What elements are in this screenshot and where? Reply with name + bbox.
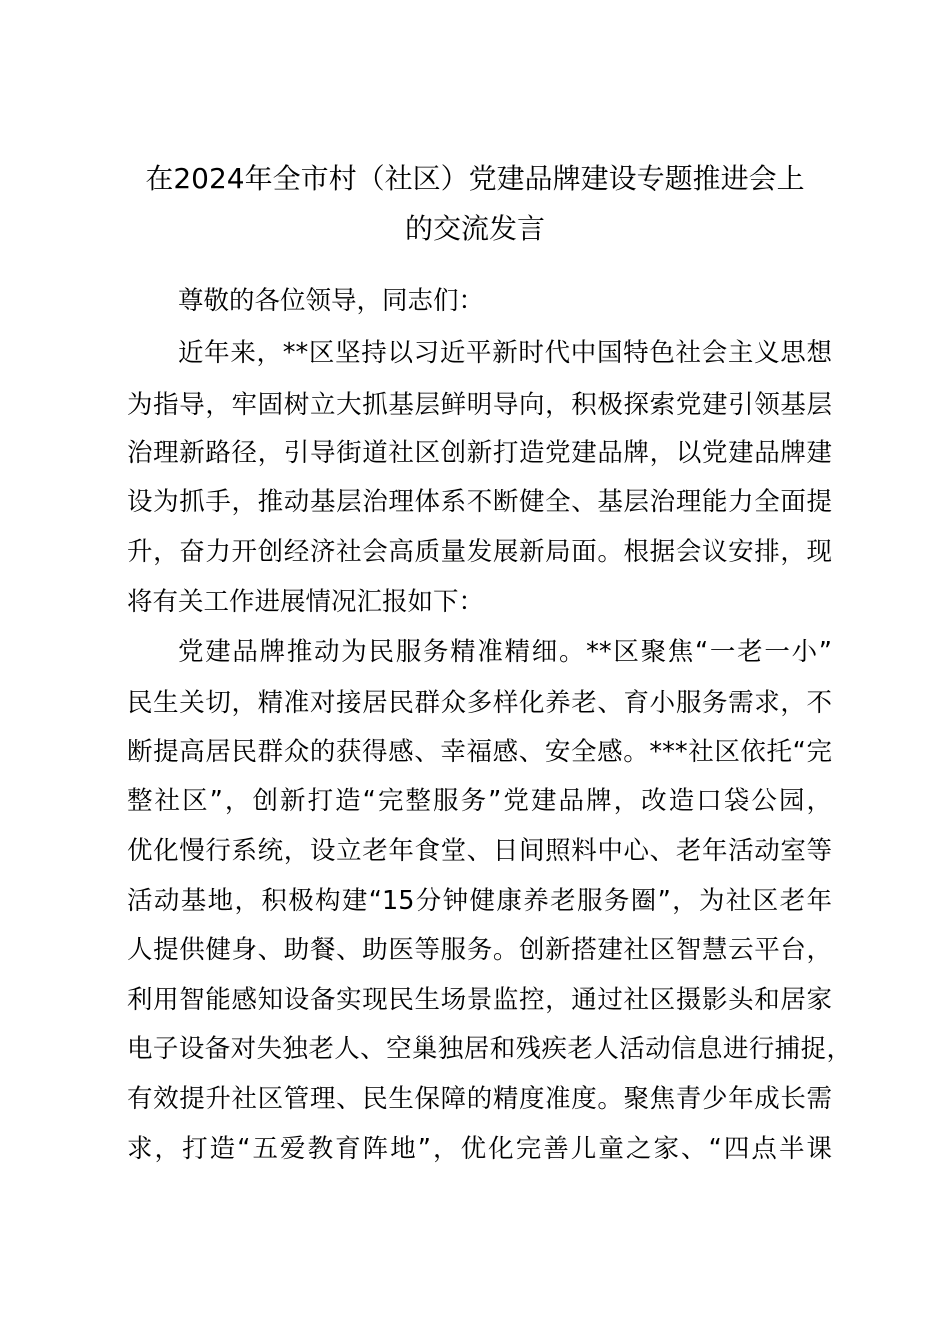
paragraph-2-line: 求，打造“五爱教育阵地”，优化完善儿童之家、“四点半课 bbox=[127, 1134, 832, 1164]
paragraph-1-line: 设为抓手，推动基层治理体系不断健全、基层治理能力全面提 bbox=[127, 487, 832, 517]
document-title-line-2: 的交流发言 bbox=[404, 212, 545, 245]
paragraph-2-line: 人提供健身、助餐、助医等服务。创新搭建社区智慧云平台， bbox=[127, 935, 832, 965]
paragraph-2-line: 断提高居民群众的获得感、幸福感、安全感。***社区依托“完 bbox=[127, 737, 832, 767]
paragraph-2-line: 优化慢行系统，设立老年食堂、日间照料中心、老年活动室等 bbox=[127, 836, 832, 866]
salutation: 尊敬的各位领导，同志们： bbox=[178, 286, 485, 316]
paragraph-1-line: 将有关工作进展情况汇报如下： bbox=[127, 587, 485, 617]
document-title-line-1: 在2024年全市村（社区）党建品牌建设专题推进会上 bbox=[145, 162, 805, 195]
paragraph-1-line: 升，奋力开创经济社会高质量发展新局面。根据会议安排，现 bbox=[127, 537, 832, 567]
paragraph-2-line: 活动基地，积极构建“15分钟健康养老服务圈”，为社区老年 bbox=[127, 886, 832, 916]
paragraph-2-line: 党建品牌推动为民服务精准精细。**区聚焦“一老一小” bbox=[178, 637, 832, 667]
paragraph-2-line: 电子设备对失独老人、空巢独居和残疾老人活动信息进行捕捉， bbox=[127, 1034, 852, 1064]
paragraph-2-line: 民生关切，精准对接居民群众多样化养老、育小服务需求，不 bbox=[127, 688, 832, 718]
paragraph-1-line: 治理新路径，引导街道社区创新打造党建品牌，以党建品牌建 bbox=[127, 438, 832, 468]
paragraph-2-line: 整社区”，创新打造“完整服务”党建品牌，改造口袋公园， bbox=[127, 786, 832, 816]
paragraph-2-line: 有效提升社区管理、民生保障的精度准度。聚焦青少年成长需 bbox=[127, 1084, 832, 1114]
paragraph-1-line: 为指导，牢固树立大抓基层鲜明导向，积极探索党建引领基层 bbox=[127, 390, 832, 420]
paragraph-1-line: 近年来，**区坚持以习近平新时代中国特色社会主义思想 bbox=[178, 338, 832, 368]
paragraph-2-line: 利用智能感知设备实现民生场景监控，通过社区摄影头和居家 bbox=[127, 985, 832, 1015]
